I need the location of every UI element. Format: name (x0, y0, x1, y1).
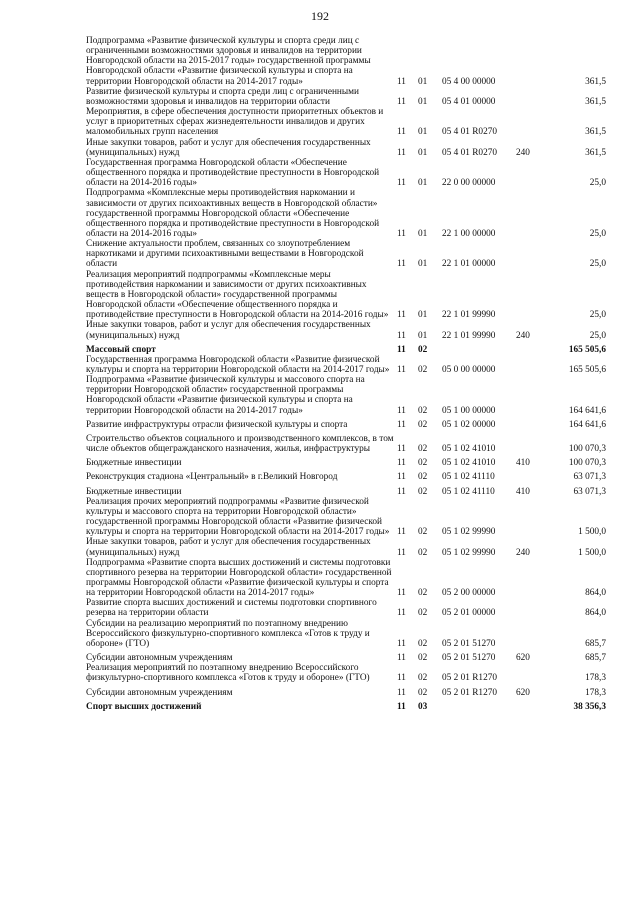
section-code: 11 (397, 96, 406, 107)
subsection-code: 02 (418, 365, 428, 375)
section-code: 11 (397, 472, 406, 483)
row-description: Бюджетные инвестиции (86, 486, 182, 497)
subsection-code: 01 (418, 259, 428, 270)
amount: 165 505,6 (568, 365, 606, 375)
section-code: 11 (397, 486, 406, 497)
table-row (86, 434, 606, 454)
target-article-code: 05 4 00 00000 (442, 76, 496, 87)
target-article-code: 22 1 01 99990 (442, 310, 496, 321)
amount: 685,7 (585, 638, 606, 649)
row-description: Развитие физической культуры и спорта среди лиц с ограниченными возможностями здоровья и инвалидов на территории области (86, 86, 360, 107)
row-description: Подпрограмма «Комплексные меры противодействия наркомании и зависимости от других психоактивных веществ в Новгородской области» государственной программы Новгородской области «Обеспечение общественного порядка и противодействие преступности в Новгородской области на 2014-2016 годы» (86, 188, 380, 239)
table-row (86, 487, 606, 497)
target-article-code: 05 4 01 00000 (442, 96, 496, 107)
expense-type-code: 410 (516, 458, 530, 469)
table-row (86, 663, 606, 683)
table-row (86, 320, 606, 340)
row-description: Иные закупки товаров, работ и услуг для обеспечения государственных (муниципальных) нужд (86, 320, 371, 341)
subsection-code: 02 (418, 527, 428, 538)
row-description: Строительство объектов социального и производственного комплексов, в том числе объектов общегражданского назначения, жилья, инфраструктуры (86, 433, 394, 455)
section-code: 11 (397, 147, 406, 158)
subsection-code: 02 (418, 638, 428, 649)
subsection-code: 01 (418, 310, 428, 321)
amount: 1 500,0 (578, 547, 606, 558)
expense-type-code: 410 (516, 486, 530, 497)
row-description: Реализация прочих мероприятий подпрограммы «Развитие физической культуры и массового спорта на территории Новгородской области» государственной программы Новгородской области «Развитие физической культуры и спорта на территории Новгородской области на 2014-2017 годы» (86, 496, 390, 538)
target-article-code: 05 0 00 00000 (442, 365, 496, 375)
target-article-code: 22 1 01 00000 (442, 259, 496, 270)
row-description: Реализация мероприятий подпрограммы «Комплексные меры противодействия наркомании и зависимости от других психоактивных веществ в Новгородской области» государственной программы Новгородской области «Обеспечение общественного порядка и противодействие преступности в Новгородской области на 2014-2016 годы» (86, 269, 389, 321)
section-code: 11 (397, 444, 406, 455)
subsection-code: 02 (418, 419, 428, 430)
table-row (86, 138, 606, 158)
section-code: 11 (397, 259, 406, 270)
table-row (86, 702, 606, 712)
table-row (86, 355, 606, 375)
section-code: 11 (397, 419, 406, 430)
row-description: Мероприятия, в сфере обеспечения доступности приоритетных объектов и услуг в приоритетных сферах жизнедеятельности инвалидов и других маломобильных групп населения (86, 107, 384, 138)
expense-type-code: 240 (516, 547, 530, 558)
budget-table (86, 36, 606, 712)
section-code: 11 (397, 458, 406, 469)
expense-type-code: 620 (516, 653, 530, 664)
amount: 100 070,3 (568, 444, 606, 455)
subsection-code: 02 (418, 608, 428, 619)
row-description: Субсидии автономным учреждениям (86, 687, 233, 698)
table-row (86, 87, 606, 107)
row-description: Субсидии автономным учреждениям (86, 653, 233, 664)
section-code: 11 (397, 673, 406, 684)
subsection-code: 02 (418, 653, 428, 664)
table-row (86, 158, 606, 188)
subsection-code: 02 (418, 673, 428, 684)
subsection-code: 02 (418, 547, 428, 558)
row-description: Государственная программа Новгородской области «Развитие физической культуры и спорта на территории Новгородской области на 2014-2017 годы» (86, 354, 390, 375)
target-article-code: 05 1 02 41010 (442, 458, 496, 469)
row-description: Снижение актуальности проблем, связанных со злоупотреблением наркотиками и другими психоактивными веществами в Новгородской области (86, 239, 364, 270)
row-description: Спорт высших достижений (86, 701, 202, 712)
table-row (86, 598, 606, 618)
subsection-code: 01 (418, 147, 428, 158)
section-code: 11 (397, 365, 406, 375)
section-code: 11 (397, 588, 406, 599)
target-article-code: 05 1 02 00000 (442, 419, 496, 430)
target-article-code: 05 1 02 41010 (442, 444, 496, 455)
amount: 1 500,0 (578, 527, 606, 538)
subsection-code: 02 (418, 344, 428, 355)
subsection-code: 01 (418, 96, 428, 107)
amount: 361,5 (585, 127, 606, 138)
table-row (86, 36, 606, 87)
amount: 361,5 (585, 147, 606, 158)
table-row (86, 472, 606, 482)
section-code: 11 (397, 608, 406, 619)
section-code: 11 (397, 405, 406, 416)
row-description: Подпрограмма «Развитие спорта высших достижений и системы подготовки спортивного резерва на территории Новгородской области» государственной программы Новгородской области «Развитие физической культуры и спорта на территории Новгородской области на 2014-2017 годы» (86, 557, 392, 599)
row-description: Развитие инфраструктуры отрасли физической культуры и спорта (86, 419, 348, 430)
subsection-code: 01 (418, 76, 428, 87)
table-row (86, 653, 606, 663)
row-description: Государственная программа Новгородской области «Обеспечение общественного порядка и противодействие преступности в Новгородской области на 2014-2016 годы» (86, 157, 380, 189)
subsection-code: 02 (418, 588, 428, 599)
table-row (86, 239, 606, 269)
table-row (86, 345, 606, 355)
target-article-code: 05 2 00 00000 (442, 588, 496, 599)
target-article-code: 05 2 01 R1270 (442, 687, 498, 698)
section-code: 11 (397, 330, 406, 341)
section-code: 11 (397, 76, 406, 87)
row-description: Реконструкция стадиона «Центральный» в г.Великий Новгород (86, 472, 338, 483)
amount: 63 071,3 (573, 472, 606, 483)
table-row (86, 558, 606, 599)
row-description: Реализация мероприятий по поэтапному внедрению Всероссийского физкультурно-спортивного комплекса «Готов к труду и обороне» (ГТО) (86, 663, 370, 684)
table-row (86, 537, 606, 557)
amount: 864,0 (585, 588, 606, 599)
section-code: 11 (397, 344, 406, 355)
section-code: 11 (397, 178, 406, 189)
amount: 361,5 (585, 76, 606, 87)
amount: 25,0 (589, 330, 606, 341)
row-description: Иные закупки товаров, работ и услуг для обеспечения государственных (муниципальных) нужд (86, 137, 371, 158)
amount: 864,0 (585, 608, 606, 619)
subsection-code: 03 (418, 701, 428, 712)
expense-type-code: 240 (516, 330, 530, 341)
amount: 178,3 (585, 687, 606, 698)
amount: 164 641,6 (568, 419, 606, 430)
page-number: 192 (311, 9, 329, 23)
subsection-code: 01 (418, 178, 428, 189)
amount: 63 071,3 (573, 486, 606, 497)
target-article-code: 05 2 01 51270 (442, 653, 496, 664)
table-row (86, 107, 606, 137)
table-row (86, 619, 606, 649)
section-code: 11 (397, 527, 406, 538)
expense-type-code: 240 (516, 147, 530, 158)
table-row (86, 420, 606, 430)
subsection-code: 02 (418, 472, 428, 483)
table-row (86, 688, 606, 698)
target-article-code: 05 2 01 51270 (442, 638, 496, 649)
target-article-code: 05 1 02 99990 (442, 547, 496, 558)
section-code: 11 (397, 687, 406, 698)
row-description: Бюджетные инвестиции (86, 458, 182, 469)
amount: 361,5 (585, 96, 606, 107)
subsection-code: 02 (418, 687, 428, 698)
target-article-code: 22 1 00 00000 (442, 228, 496, 239)
table-row (86, 270, 606, 321)
row-description: Субсидии на реализацию мероприятий по поэтапному внедрению Всероссийского физкультурно-спортивного комплекса «Готов к труду и обороне» (ГТО) (86, 618, 370, 649)
subsection-code: 02 (418, 444, 428, 455)
target-article-code: 05 1 02 99990 (442, 527, 496, 538)
section-code: 11 (397, 547, 406, 558)
amount: 178,3 (585, 673, 606, 684)
table-row (86, 497, 606, 538)
amount: 685,7 (585, 653, 606, 664)
expense-type-code: 620 (516, 687, 530, 698)
subsection-code: 01 (418, 127, 428, 138)
amount: 25,0 (589, 310, 606, 321)
target-article-code: 22 0 00 00000 (442, 178, 496, 189)
section-code: 11 (397, 228, 406, 239)
section-code: 11 (397, 638, 406, 649)
table-row (86, 188, 606, 239)
amount: 165 505,6 (568, 344, 606, 355)
table-row (86, 375, 606, 416)
section-code: 11 (397, 701, 406, 712)
amount: 100 070,3 (568, 458, 606, 469)
row-description: Массовый спорт (86, 344, 156, 355)
target-article-code: 05 1 02 41110 (442, 486, 495, 497)
target-article-code: 05 4 01 R0270 (442, 127, 498, 138)
target-article-code: 05 1 00 00000 (442, 405, 496, 416)
row-description: Подпрограмма «Развитие физической культуры и массового спорта на территории Новгородской области» государственной программы Новгородской области «Развитие физической культуры и спорта на территории Новгородской области на 2014-2017 годы» (86, 375, 365, 416)
amount: 25,0 (589, 228, 606, 239)
target-article-code: 05 1 02 41110 (442, 472, 495, 483)
target-article-code: 22 1 01 99990 (442, 330, 496, 341)
amount: 25,0 (589, 259, 606, 270)
section-code: 11 (397, 653, 406, 664)
section-code: 11 (397, 310, 406, 321)
row-description: Подпрограмма «Развитие физической культуры и спорта среди лиц с ограниченными возможностями здоровья и инвалидов на территории Новгородской области на 2015-2017 годы» государственной программы Новгородской области «Развитие физической культуры и спорта на территории Новгородской области на 2014-2017 годы» (86, 36, 371, 87)
subsection-code: 01 (418, 330, 428, 341)
row-description: Иные закупки товаров, работ и услуг для обеспечения государственных (муниципальных) нужд (86, 537, 371, 558)
subsection-code: 02 (418, 458, 428, 469)
table-row (86, 458, 606, 468)
section-code: 11 (397, 127, 406, 138)
row-description: Развитие спорта высших достижений и системы подготовки спортивного резерва на территории области (86, 598, 377, 619)
subsection-code: 01 (418, 228, 428, 239)
amount: 38 356,3 (573, 701, 606, 712)
amount: 25,0 (589, 178, 606, 189)
target-article-code: 05 2 01 R1270 (442, 673, 498, 684)
target-article-code: 05 2 01 00000 (442, 608, 496, 619)
subsection-code: 02 (418, 486, 428, 497)
amount: 164 641,6 (568, 405, 606, 416)
subsection-code: 02 (418, 405, 428, 416)
target-article-code: 05 4 01 R0270 (442, 147, 498, 158)
